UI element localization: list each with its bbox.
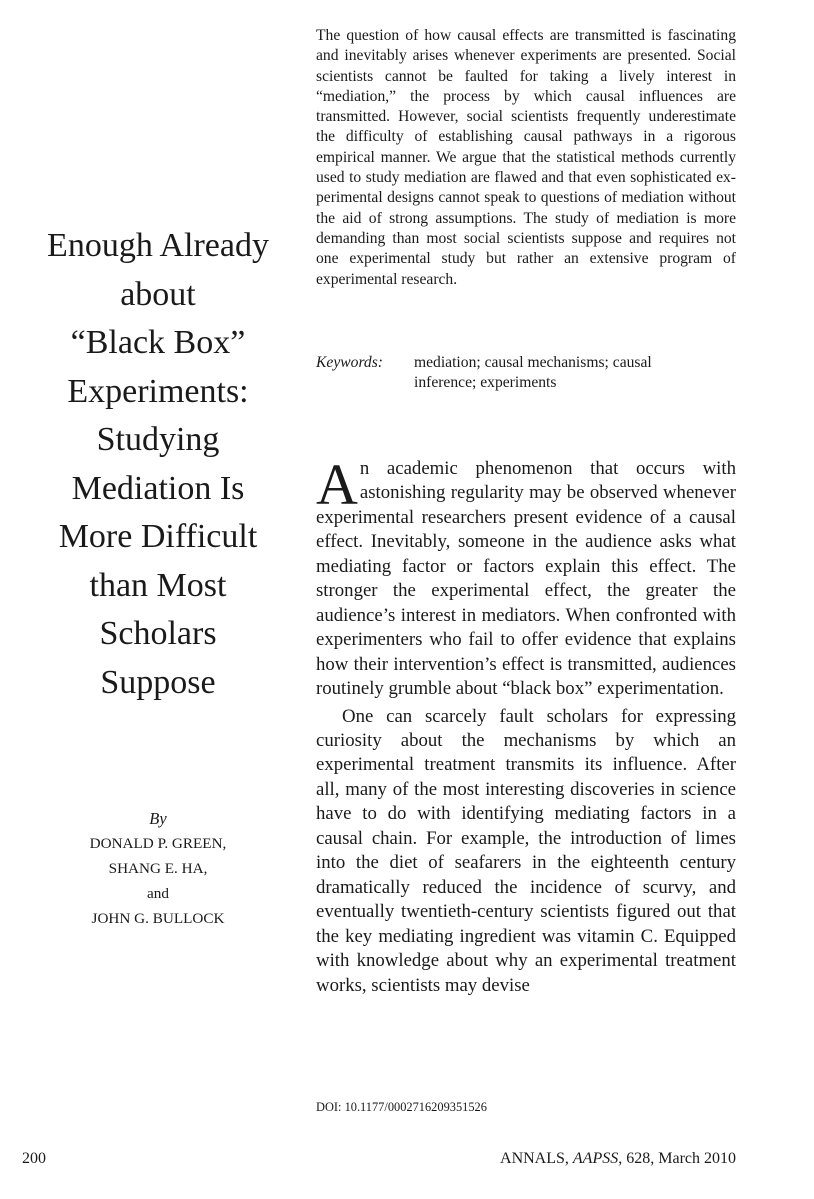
body-paragraph-2: One can scarcely fault scholars for expressing curiosity about the mechanisms by which an experimental treatment transmits its influence. After all, many of the most interesting discoveries in science have to do with identifying mediating factors in a causal chain. For example, the introduction of limes into the diet of seafarers in the eighteenth century dramatically reduced the incidence of scurvy, and eventually twentieth-century scientists figured out that the key mediating ingredient was vitamin C. Equipped with knowledge about why an experimental treatment works, scientists may devise: [316, 705, 736, 996]
author-line: DONALD P. GREEN,: [89, 835, 227, 852]
body-paragraph-1-text: n academic phenomenon that occurs with astonishing regularity may be observed whenever experimental researchers present evidence of a causal effect. Inevitably, someone in the audience asks what mediating factor or factors explain this effect. The stronger the experimental effect, the greater the audience’s interest in mediators. When confronted with experimenters who fail to offer evidence that explains how their intervention’s effect is transmitted, audiences routinely grumble about “black box” experimentation.: [316, 458, 736, 700]
byline-by: By: [149, 809, 167, 828]
title-line: Scholars: [99, 615, 217, 652]
title-line: Enough Already: [47, 227, 269, 264]
title-line: Experiments:: [67, 372, 249, 410]
drop-cap: A: [316, 452, 358, 517]
keywords: [316, 353, 736, 394]
doi: DOI: 10.1177/0002716209351526: [316, 1100, 487, 1114]
byline: [8, 806, 308, 931]
title-line: Mediation Is: [71, 469, 245, 507]
journal-name: ANNALS,: [500, 1150, 569, 1167]
keywords-line-2: inference; experiments: [414, 374, 557, 392]
page-number: 200: [22, 1150, 46, 1167]
article-title: [8, 222, 308, 707]
author-line: SHANG E. HA,: [108, 860, 208, 877]
title-line: Suppose: [100, 663, 216, 701]
journal-issue: , 628, March 2010: [618, 1150, 736, 1167]
title-line: Studying: [96, 421, 220, 458]
title-line: than Most: [89, 566, 227, 604]
article-body: [316, 452, 736, 998]
title-line: about: [120, 275, 196, 313]
journal-citation: [500, 1150, 736, 1168]
title-line: “Black Box”: [70, 324, 246, 361]
left-column: [0, 0, 316, 1199]
keywords-line-1: mediation; causal mechanisms; causal: [414, 354, 652, 371]
author-line: JOHN G. BULLOCK: [91, 910, 225, 927]
body-paragraph-1: [316, 452, 736, 702]
keywords-label: Keywords:: [316, 354, 383, 371]
title-line: More Difficult: [58, 518, 258, 555]
author-line: and: [147, 885, 169, 902]
abstract: The question of how causal effects are transmitted is fascinating and inevitably arises whenever experiments are presented. Social scientists cannot be faulted for taking a lively interest in “mediation,” the process by which causal influences are transmitted. However, social scientists frequently underestimate the difficulty of establishing causal pathways in a rigorous empirical manner. We argue that the statistical methods currently used to study mediation are flawed and that even sophisticated experimental designs cannot speak to questions of mediation without the aid of strong assumptions. The study of mediation is more demanding than most social scientists suppose and requires not one experimental study but rather an extensive program of experimental research.: [316, 27, 736, 288]
journal-abbreviation: AAPSS: [572, 1150, 619, 1167]
